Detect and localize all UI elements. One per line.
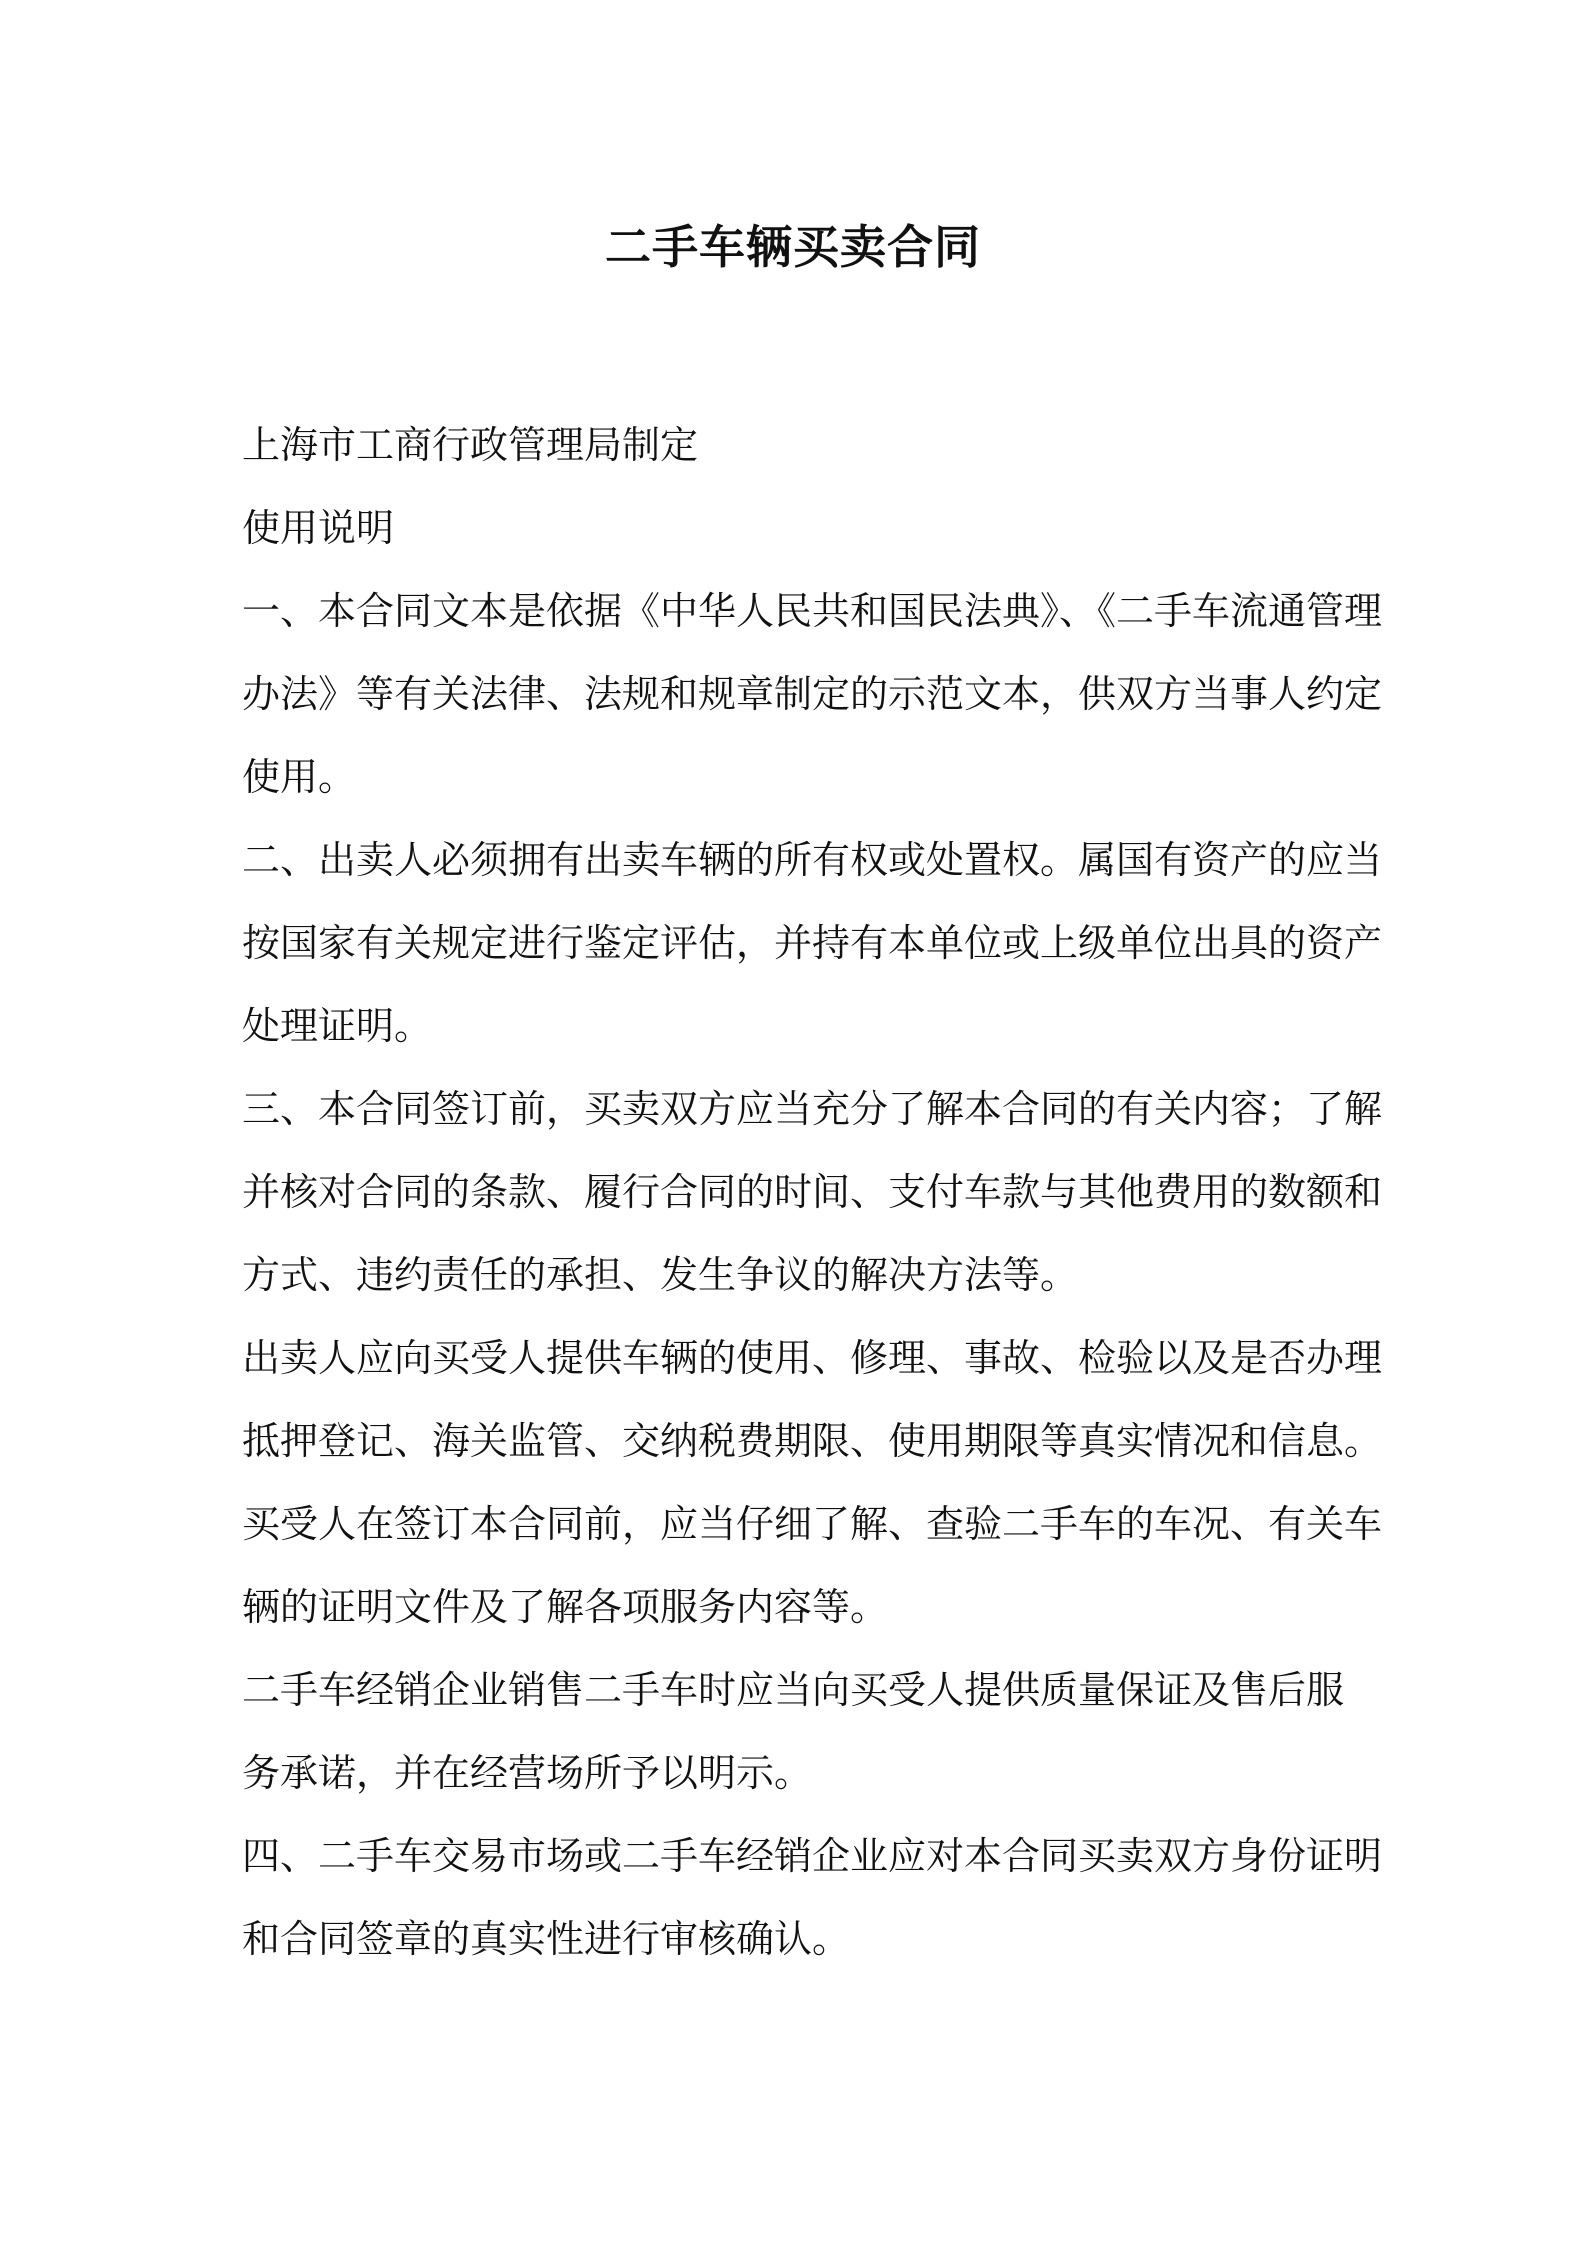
text-line: 使用。 (242, 755, 357, 799)
text-line: 按国家有关规定进行鉴定评估，并持有本单位或上级单位出具的资产 (242, 921, 1383, 965)
text-line: 抵押登记、海关监管、交纳税费期限、使用期限等真实情况和信息。 (242, 1419, 1383, 1463)
section-heading: 使用说明 (242, 506, 395, 550)
text-line: 三、本合同签订前，买卖双方应当充分了解本合同的有关内容；了解 (242, 1087, 1383, 1131)
text-line: 二手车经销企业销售二手车时应当向买受人提供质量保证及售后服 (242, 1668, 1345, 1712)
text-line: 并核对合同的条款、履行合同的时间、支付车款与其他费用的数额和 (242, 1170, 1383, 1214)
text-line: 出卖人应向买受人提供车辆的使用、修理、事故、检验以及是否办理 (242, 1336, 1383, 1380)
text-line: 买受人在签订本合同前，应当仔细了解、查验二手车的车况、有关车 (242, 1502, 1383, 1546)
document-body (242, 404, 1383, 1981)
text-line: 处理证明。 (242, 1004, 433, 1048)
text-line: 二、出卖人必须拥有出卖车辆的所有权或处置权。属国有资产的应当 (242, 838, 1383, 882)
document-title: 二手车辆买卖合同 (605, 220, 981, 274)
text-line: 辆的证明文件及了解各项服务内容等。 (242, 1585, 889, 1629)
issuer-line: 上海市工商行政管理局制定 (242, 423, 699, 467)
text-line: 和合同签章的真实性进行审核确认。 (242, 1917, 851, 1961)
text-line: 一、本合同文本是依据《中华人民共和国民法典》、《二手车流通管理 (242, 589, 1383, 633)
text-line: 办法》等有关法律、法规和规章制定的示范文本，供双方当事人约定 (242, 672, 1383, 716)
text-line: 四、二手车交易市场或二手车经销企业应对本合同买卖双方身份证明 (242, 1834, 1383, 1878)
text-line: 方式、违约责任的承担、发生争议的解决方法等。 (242, 1253, 1079, 1297)
text-line: 务承诺，并在经营场所予以明示。 (242, 1751, 813, 1795)
